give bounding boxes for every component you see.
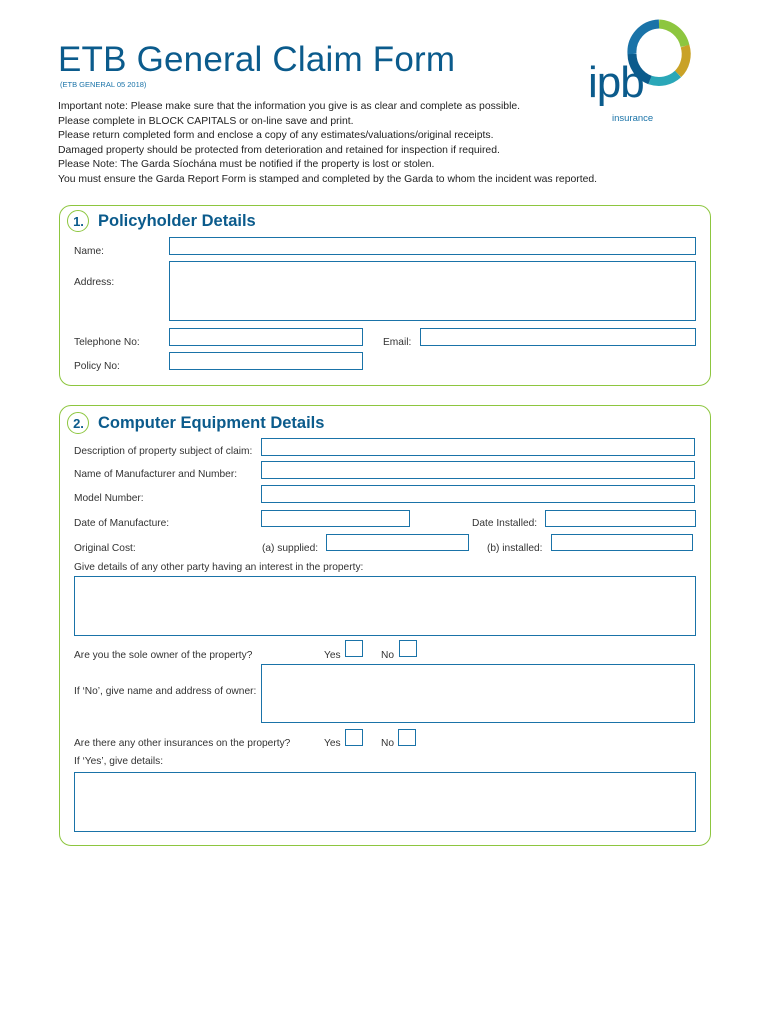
insurance-details-label: If ‘Yes’, give details: xyxy=(74,756,164,767)
date-manufacture-field[interactable] xyxy=(261,510,410,527)
other-insurance-yes-label: Yes xyxy=(324,738,341,749)
note-line-6: You must ensure the Garda Report Form is stamped and completed by the Garda to whom the incident was reported. xyxy=(58,173,598,185)
email-label: Email: xyxy=(383,337,412,348)
other-insurance-no-checkbox[interactable] xyxy=(398,729,416,746)
insurance-details-field[interactable] xyxy=(74,772,696,832)
other-insurance-label: Are there any other insurances on the property? xyxy=(74,738,291,749)
other-insurance-no-label: No xyxy=(381,738,395,749)
section-1-number-badge: 1. xyxy=(67,210,89,232)
email-field[interactable] xyxy=(420,328,696,346)
policy-number-field[interactable] xyxy=(169,352,363,370)
logo-wordmark: ipb xyxy=(588,58,644,107)
name-label: Name: xyxy=(74,246,105,257)
form-title: ETB General Claim Form xyxy=(58,40,456,79)
address-field[interactable] xyxy=(169,261,696,321)
section-1-title: Policyholder Details xyxy=(98,212,256,230)
note-line-3: Please return completed form and enclose a copy of any estimates/valuations/original receipts. xyxy=(58,130,494,142)
sole-owner-no-checkbox[interactable] xyxy=(399,640,417,657)
section-2-number-badge: 2. xyxy=(67,412,89,434)
model-number-field[interactable] xyxy=(261,485,695,503)
sole-owner-label: Are you the sole owner of the property? xyxy=(74,650,253,661)
description-field[interactable] xyxy=(261,438,695,456)
sole-owner-no-label: No xyxy=(381,650,395,661)
date-manufacture-label: Date of Manufacture: xyxy=(74,518,170,529)
address-label: Address: xyxy=(74,277,115,288)
date-installed-field[interactable] xyxy=(545,510,696,527)
installed-label: (b) installed: xyxy=(487,543,543,554)
note-line-4: Damaged property should be protected from deterioration and retained for inspection if required. xyxy=(58,144,500,156)
name-field[interactable] xyxy=(169,237,696,255)
owner-details-field[interactable] xyxy=(261,664,695,723)
manufacturer-label: Name of Manufacturer and Number: xyxy=(74,469,238,480)
original-cost-label: Original Cost: xyxy=(74,543,136,554)
logo-subtext: insurance xyxy=(612,113,654,124)
other-party-field[interactable] xyxy=(74,576,696,636)
telephone-field[interactable] xyxy=(169,328,363,346)
date-installed-label: Date Installed: xyxy=(472,518,538,529)
owner-details-label: If ‘No’, give name and address of owner: xyxy=(74,686,257,697)
description-label: Description of property subject of claim: xyxy=(74,446,253,457)
other-party-label: Give details of any other party having an interest in the property: xyxy=(74,562,364,573)
note-line-2: Please complete in BLOCK CAPITALS or on-line save and print. xyxy=(58,115,354,127)
note-line-5: Please Note: The Garda Síochána must be notified if the property is lost or stolen. xyxy=(58,159,435,171)
other-insurance-yes-checkbox[interactable] xyxy=(345,729,363,746)
supplied-label: (a) supplied: xyxy=(262,543,319,554)
important-notes xyxy=(58,100,597,188)
manufacturer-field[interactable] xyxy=(261,461,695,479)
telephone-label: Telephone No: xyxy=(74,337,140,348)
form-code: (ETB GENERAL 05 2018) xyxy=(60,80,147,89)
policy-number-label: Policy No: xyxy=(74,361,120,372)
note-line-1: Important note: Please make sure that the information you give is as clear and complete as possible. xyxy=(58,101,521,112)
section-2-title: Computer Equipment Details xyxy=(98,414,325,432)
installed-cost-field[interactable] xyxy=(551,534,693,551)
model-number-label: Model Number: xyxy=(74,493,144,504)
sole-owner-yes-checkbox[interactable] xyxy=(345,640,363,657)
sole-owner-yes-label: Yes xyxy=(324,650,341,661)
supplied-cost-field[interactable] xyxy=(326,534,469,551)
